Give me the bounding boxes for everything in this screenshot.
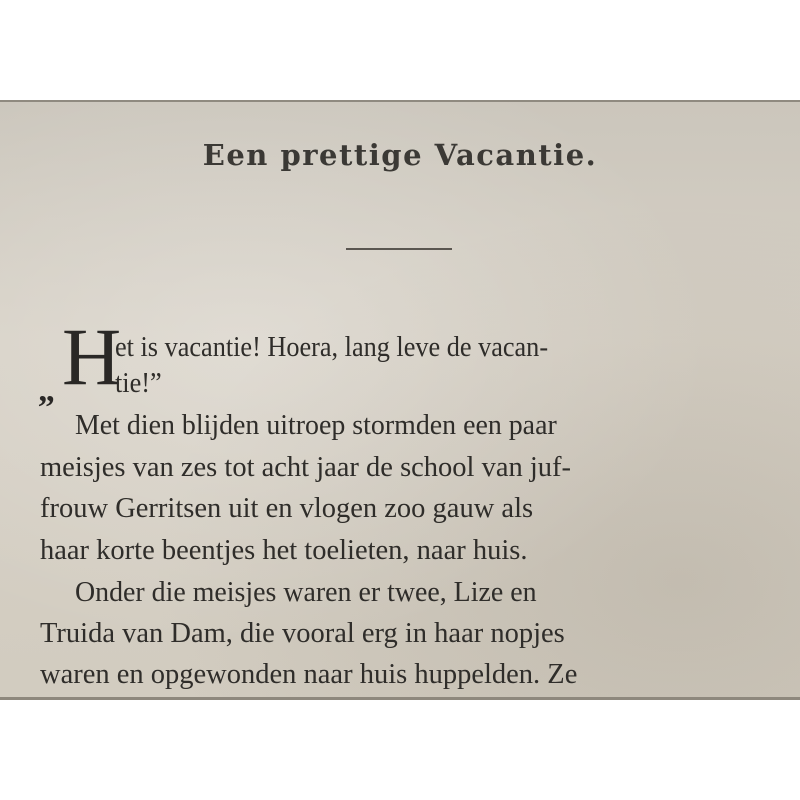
text-line-2: tie!”	[115, 368, 162, 399]
text-line-6: haar korte beentjes het toelieten, naar huis.	[40, 535, 528, 566]
page-photo	[0, 100, 800, 700]
text-line-7: Onder die meisjes waren er twee, Lize en	[75, 577, 537, 608]
drop-cap-letter: H	[62, 311, 122, 402]
opening-quote: „	[38, 372, 55, 409]
text-line-8: Truida van Dam, die vooral erg in haar nopjes	[40, 618, 565, 649]
chapter-title: Een prettige Vacantie.	[202, 138, 598, 172]
text-line-1: et is vacantie! Hoera, lang leve de vacan-	[115, 332, 549, 363]
text-line-5: frouw Gerritsen uit en vlogen zoo gauw als	[40, 493, 534, 524]
title-divider	[346, 248, 452, 250]
text-line-9: waren en opgewonden naar huis huppelden. Ze	[40, 659, 578, 690]
text-line-3: Met dien blijden uitroep stormden een paar	[75, 410, 557, 441]
text-line-4: meisjes van zes tot acht jaar de school van juf-	[40, 452, 572, 483]
